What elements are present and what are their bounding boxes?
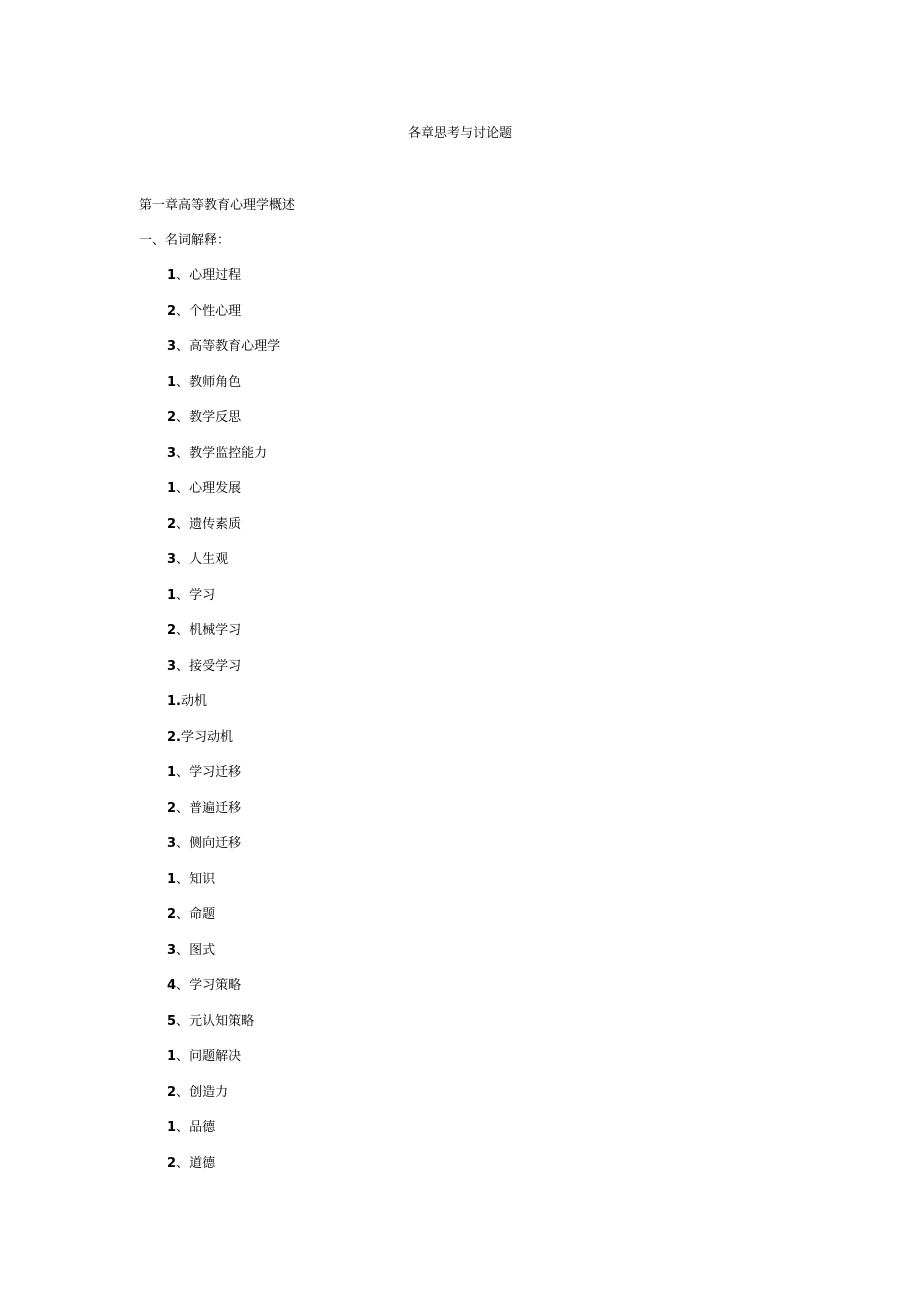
term-separator: 、 (176, 1013, 190, 1029)
term-text: 人生观 (189, 552, 229, 567)
term-text: 心理发展 (189, 481, 242, 496)
chapter-title: 第一章高等教育心理学概述 (139, 198, 296, 213)
term-number: 3 (167, 658, 177, 674)
term-separator: 、 (176, 907, 190, 922)
term-number: 3 (167, 339, 177, 354)
term-item (167, 302, 280, 338)
term-number: 1 (167, 765, 177, 780)
term-text: 元认知策略 (189, 1013, 255, 1029)
term-number: 1 (167, 1049, 177, 1064)
term-number: 1 (167, 268, 177, 283)
term-text: 教学监控能力 (189, 445, 268, 461)
term-number: 3 (167, 552, 177, 567)
term-number: 2 (167, 1084, 177, 1100)
term-text: 个性心理 (189, 303, 242, 319)
term-text: 教学反思 (189, 410, 242, 425)
section-title: 一、名词解释： (139, 233, 231, 248)
term-item (167, 657, 280, 693)
term-number: 1. (167, 694, 181, 709)
term-separator: 、 (176, 1120, 190, 1135)
term-text: 教师角色 (189, 374, 242, 390)
term-item (167, 621, 280, 657)
term-item (167, 834, 280, 870)
term-item (167, 337, 280, 373)
term-text: 接受学习 (189, 658, 242, 674)
term-separator: 、 (176, 836, 190, 851)
term-item (167, 728, 280, 764)
term-number: 2 (167, 623, 177, 638)
term-item (167, 941, 280, 977)
term-item (167, 479, 280, 515)
term-separator: 、 (176, 765, 190, 780)
term-text: 道德 (189, 1155, 216, 1171)
term-separator: 、 (176, 374, 190, 390)
term-number: 2 (167, 516, 177, 532)
term-number: 5 (167, 1013, 177, 1029)
term-separator: 、 (176, 658, 190, 674)
term-text: 动机 (180, 694, 207, 709)
term-number: 2 (167, 907, 177, 922)
term-item (167, 1047, 280, 1083)
term-separator: 、 (176, 410, 190, 425)
term-number: 2. (167, 729, 181, 745)
term-number: 1 (167, 587, 177, 603)
term-list (167, 266, 280, 1189)
term-item (167, 976, 280, 1012)
term-item (167, 870, 280, 906)
term-separator: 、 (176, 1084, 190, 1100)
term-item (167, 586, 280, 622)
term-text: 学习 (189, 587, 216, 603)
term-number: 1 (167, 374, 177, 390)
term-number: 3 (167, 445, 177, 461)
term-text: 侧向迁移 (189, 836, 242, 851)
term-item (167, 763, 280, 799)
term-number: 1 (167, 871, 177, 887)
term-separator: 、 (176, 623, 190, 638)
term-text: 问题解决 (189, 1049, 242, 1064)
term-text: 学习迁移 (189, 765, 242, 780)
term-text: 学习动机 (180, 729, 233, 745)
term-number: 4 (167, 978, 177, 993)
term-separator: 、 (176, 1049, 190, 1064)
term-text: 遗传素质 (189, 516, 242, 532)
term-number: 2 (167, 303, 177, 319)
term-number: 3 (167, 836, 177, 851)
term-text: 知识 (189, 871, 216, 887)
term-item (167, 373, 280, 409)
term-text: 心理过程 (189, 268, 242, 283)
term-number: 1 (167, 1120, 177, 1135)
term-separator: 、 (176, 942, 190, 958)
term-text: 品德 (189, 1120, 216, 1135)
term-item (167, 1083, 280, 1119)
term-separator: 、 (176, 978, 190, 993)
term-item (167, 1012, 280, 1048)
term-separator: 、 (176, 871, 190, 887)
term-text: 图式 (189, 942, 216, 958)
term-text: 机械学习 (189, 623, 242, 638)
term-text: 命题 (189, 907, 216, 922)
term-number: 2 (167, 410, 177, 425)
document-title: 各章思考与讨论题 (407, 126, 512, 141)
term-item (167, 550, 280, 586)
term-separator: 、 (176, 516, 190, 532)
term-number: 3 (167, 942, 177, 958)
term-item (167, 799, 280, 835)
term-number: 1 (167, 481, 177, 496)
term-text: 创造力 (189, 1084, 229, 1100)
term-item (167, 444, 280, 480)
term-text: 学习策略 (189, 978, 242, 993)
term-number: 2 (167, 800, 177, 816)
term-separator: 、 (176, 1155, 190, 1171)
term-item (167, 1118, 280, 1154)
term-item (167, 1154, 280, 1190)
term-separator: 、 (176, 800, 190, 816)
term-text: 高等教育心理学 (189, 339, 281, 354)
term-separator: 、 (176, 445, 190, 461)
term-separator: 、 (176, 303, 190, 319)
term-separator: 、 (176, 587, 190, 603)
term-item (167, 266, 280, 302)
term-separator: 、 (176, 339, 190, 354)
term-item (167, 692, 280, 728)
term-item (167, 905, 280, 941)
term-item (167, 515, 280, 551)
term-separator: 、 (176, 268, 190, 283)
term-text: 普遍迁移 (189, 800, 242, 816)
term-separator: 、 (176, 552, 190, 567)
term-item (167, 408, 280, 444)
term-number: 2 (167, 1155, 177, 1171)
term-separator: 、 (176, 481, 190, 496)
